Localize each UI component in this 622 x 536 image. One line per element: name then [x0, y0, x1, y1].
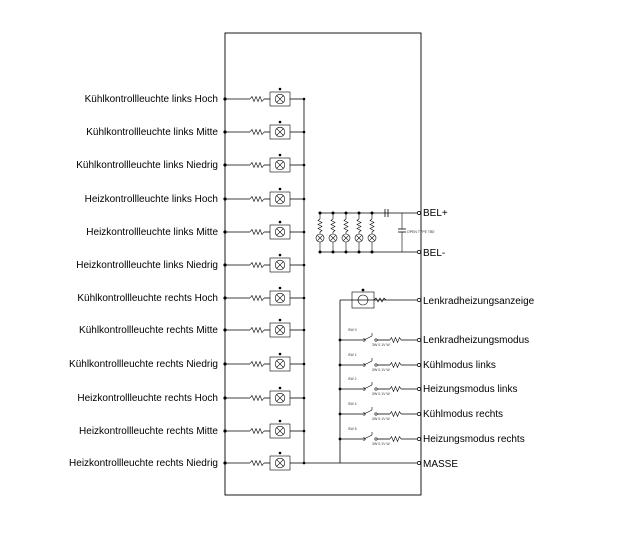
resistor-icon: [250, 197, 264, 202]
switch-row: [339, 353, 418, 372]
terminal-label-ground: MASSE: [423, 459, 459, 470]
left-circuit-row: [69, 353, 305, 371]
left-circuit-row: [79, 420, 305, 438]
led-resistor-icon: [344, 219, 348, 232]
led-column: [316, 212, 324, 254]
terminal-label-cool-left: Kühlmodus links: [423, 360, 496, 371]
terminal-label-heater-indicator: Lenkradheizungsanzeige: [423, 296, 535, 307]
terminal-label-bel-minus: BEL-: [423, 248, 446, 259]
open-type-note: OPEN TYPE TBE: [407, 230, 435, 234]
terminal-label-heater-mode: Lenkradheizungsmodus: [423, 335, 530, 346]
left-circuit-row: [69, 452, 305, 470]
terminal-label-heat-right: Heizungsmodus rechts: [423, 434, 525, 445]
terminal-label-heat-left: Heizungsmodus links: [423, 384, 518, 395]
module-outline: [225, 33, 421, 495]
led-resistor-icon: [357, 219, 361, 232]
left-terminal-label: Heizkontrollleuchte rechts Hoch: [77, 393, 218, 404]
terminal-dot: [417, 338, 420, 341]
led-resistor-icon: [370, 219, 374, 232]
terminal-dot: [417, 211, 420, 214]
resistor-icon: [250, 362, 264, 367]
left-terminal-label: Heizkontrollleuchte links Hoch: [84, 194, 218, 205]
resistor-value: 3W 0.1V W: [372, 368, 390, 372]
switch-row: [339, 402, 418, 421]
left-terminal-label: Kühlkontrollleuchte links Hoch: [84, 94, 218, 105]
terminal-dot: [417, 437, 420, 440]
switch-label: SW 4: [348, 402, 357, 406]
resistor-icon: [390, 412, 401, 417]
right-mode-circuits: [339, 289, 418, 463]
terminal-dot: [417, 387, 420, 390]
terminal-label-bel-plus: BEL+: [423, 208, 448, 219]
terminal-label-cool-right: Kühlmodus rechts: [423, 409, 504, 420]
left-terminal-label: Heizkontrollleuchte links Mitte: [86, 227, 218, 238]
left-terminal-label: Kühlkontrollleuchte rechts Niedrig: [69, 359, 218, 370]
resistor-icon: [390, 338, 401, 343]
left-circuit-row: [85, 188, 306, 206]
resistor-icon: [250, 296, 264, 301]
left-terminal-label: Kühlkontrollleuchte links Mitte: [86, 127, 218, 138]
left-circuit-row: [86, 121, 305, 139]
led-column: [355, 212, 363, 254]
resistor-icon: [250, 163, 264, 168]
resistor-icon: [250, 263, 264, 268]
switch-label: SW 1: [348, 353, 357, 357]
led-column: [329, 212, 337, 254]
left-circuit-row: [77, 287, 305, 305]
resistor-icon: [390, 437, 401, 442]
left-terminal-label: Heizkontrollleuchte links Niedrig: [76, 260, 218, 271]
left-circuit-row: [86, 221, 305, 239]
left-terminal-label: Heizkontrollleuchte rechts Mitte: [79, 426, 218, 437]
left-circuit-row: [76, 154, 305, 172]
left-circuit-row: [79, 319, 305, 337]
left-circuit-row: [85, 88, 306, 106]
resistor-icon: [390, 363, 401, 368]
led-column: [368, 212, 376, 254]
left-terminal-label: Kühlkontrollleuchte links Niedrig: [76, 160, 218, 171]
terminal-dot: [417, 250, 420, 253]
resistor-icon: [250, 130, 264, 135]
resistor-icon: [250, 429, 264, 434]
switch-icon: [364, 435, 372, 439]
terminal-dot: [417, 412, 420, 415]
left-circuit-row: [76, 254, 305, 272]
switch-icon: [364, 385, 372, 389]
switch-icon: [364, 361, 372, 365]
resistor-value: 3W 0.1V W: [372, 417, 390, 421]
left-indicator-circuits: [69, 88, 305, 470]
resistor-icon: [250, 396, 264, 401]
switch-row: [339, 427, 418, 446]
switch-label: SW 5: [348, 427, 357, 431]
switch-label: SW 0: [348, 328, 357, 332]
switch-label: SW 2: [348, 377, 357, 381]
switch-icon: [364, 336, 372, 340]
led-resistor-icon: [331, 219, 335, 232]
resistor-icon: [250, 328, 264, 333]
left-circuit-row: [77, 387, 305, 405]
terminal-dot: [417, 461, 420, 464]
led-column: [342, 212, 350, 254]
resistor-icon: [250, 461, 264, 466]
resistor-icon: [250, 230, 264, 235]
resistor-value: 3W 0.1V W: [372, 442, 390, 446]
led-resistor-icon: [318, 219, 322, 232]
backlight-led-block: [316, 209, 435, 254]
switch-row: [339, 377, 418, 396]
resistor-icon: [250, 97, 264, 102]
resistor-value: 3W 0.1V W: [372, 343, 390, 347]
resistor-value: 3W 0.1V W: [372, 392, 390, 396]
terminal-dot: [417, 363, 420, 366]
terminal-dot: [417, 298, 420, 301]
switch-icon: [364, 410, 372, 414]
resistor-icon: [390, 387, 401, 392]
left-terminal-label: Kühlkontrollleuchte rechts Mitte: [79, 325, 218, 336]
left-terminal-label: Heizkontrollleuchte rechts Niedrig: [69, 458, 218, 469]
left-terminal-label: Kühlkontrollleuchte rechts Hoch: [77, 293, 218, 304]
switch-row: [339, 328, 418, 347]
